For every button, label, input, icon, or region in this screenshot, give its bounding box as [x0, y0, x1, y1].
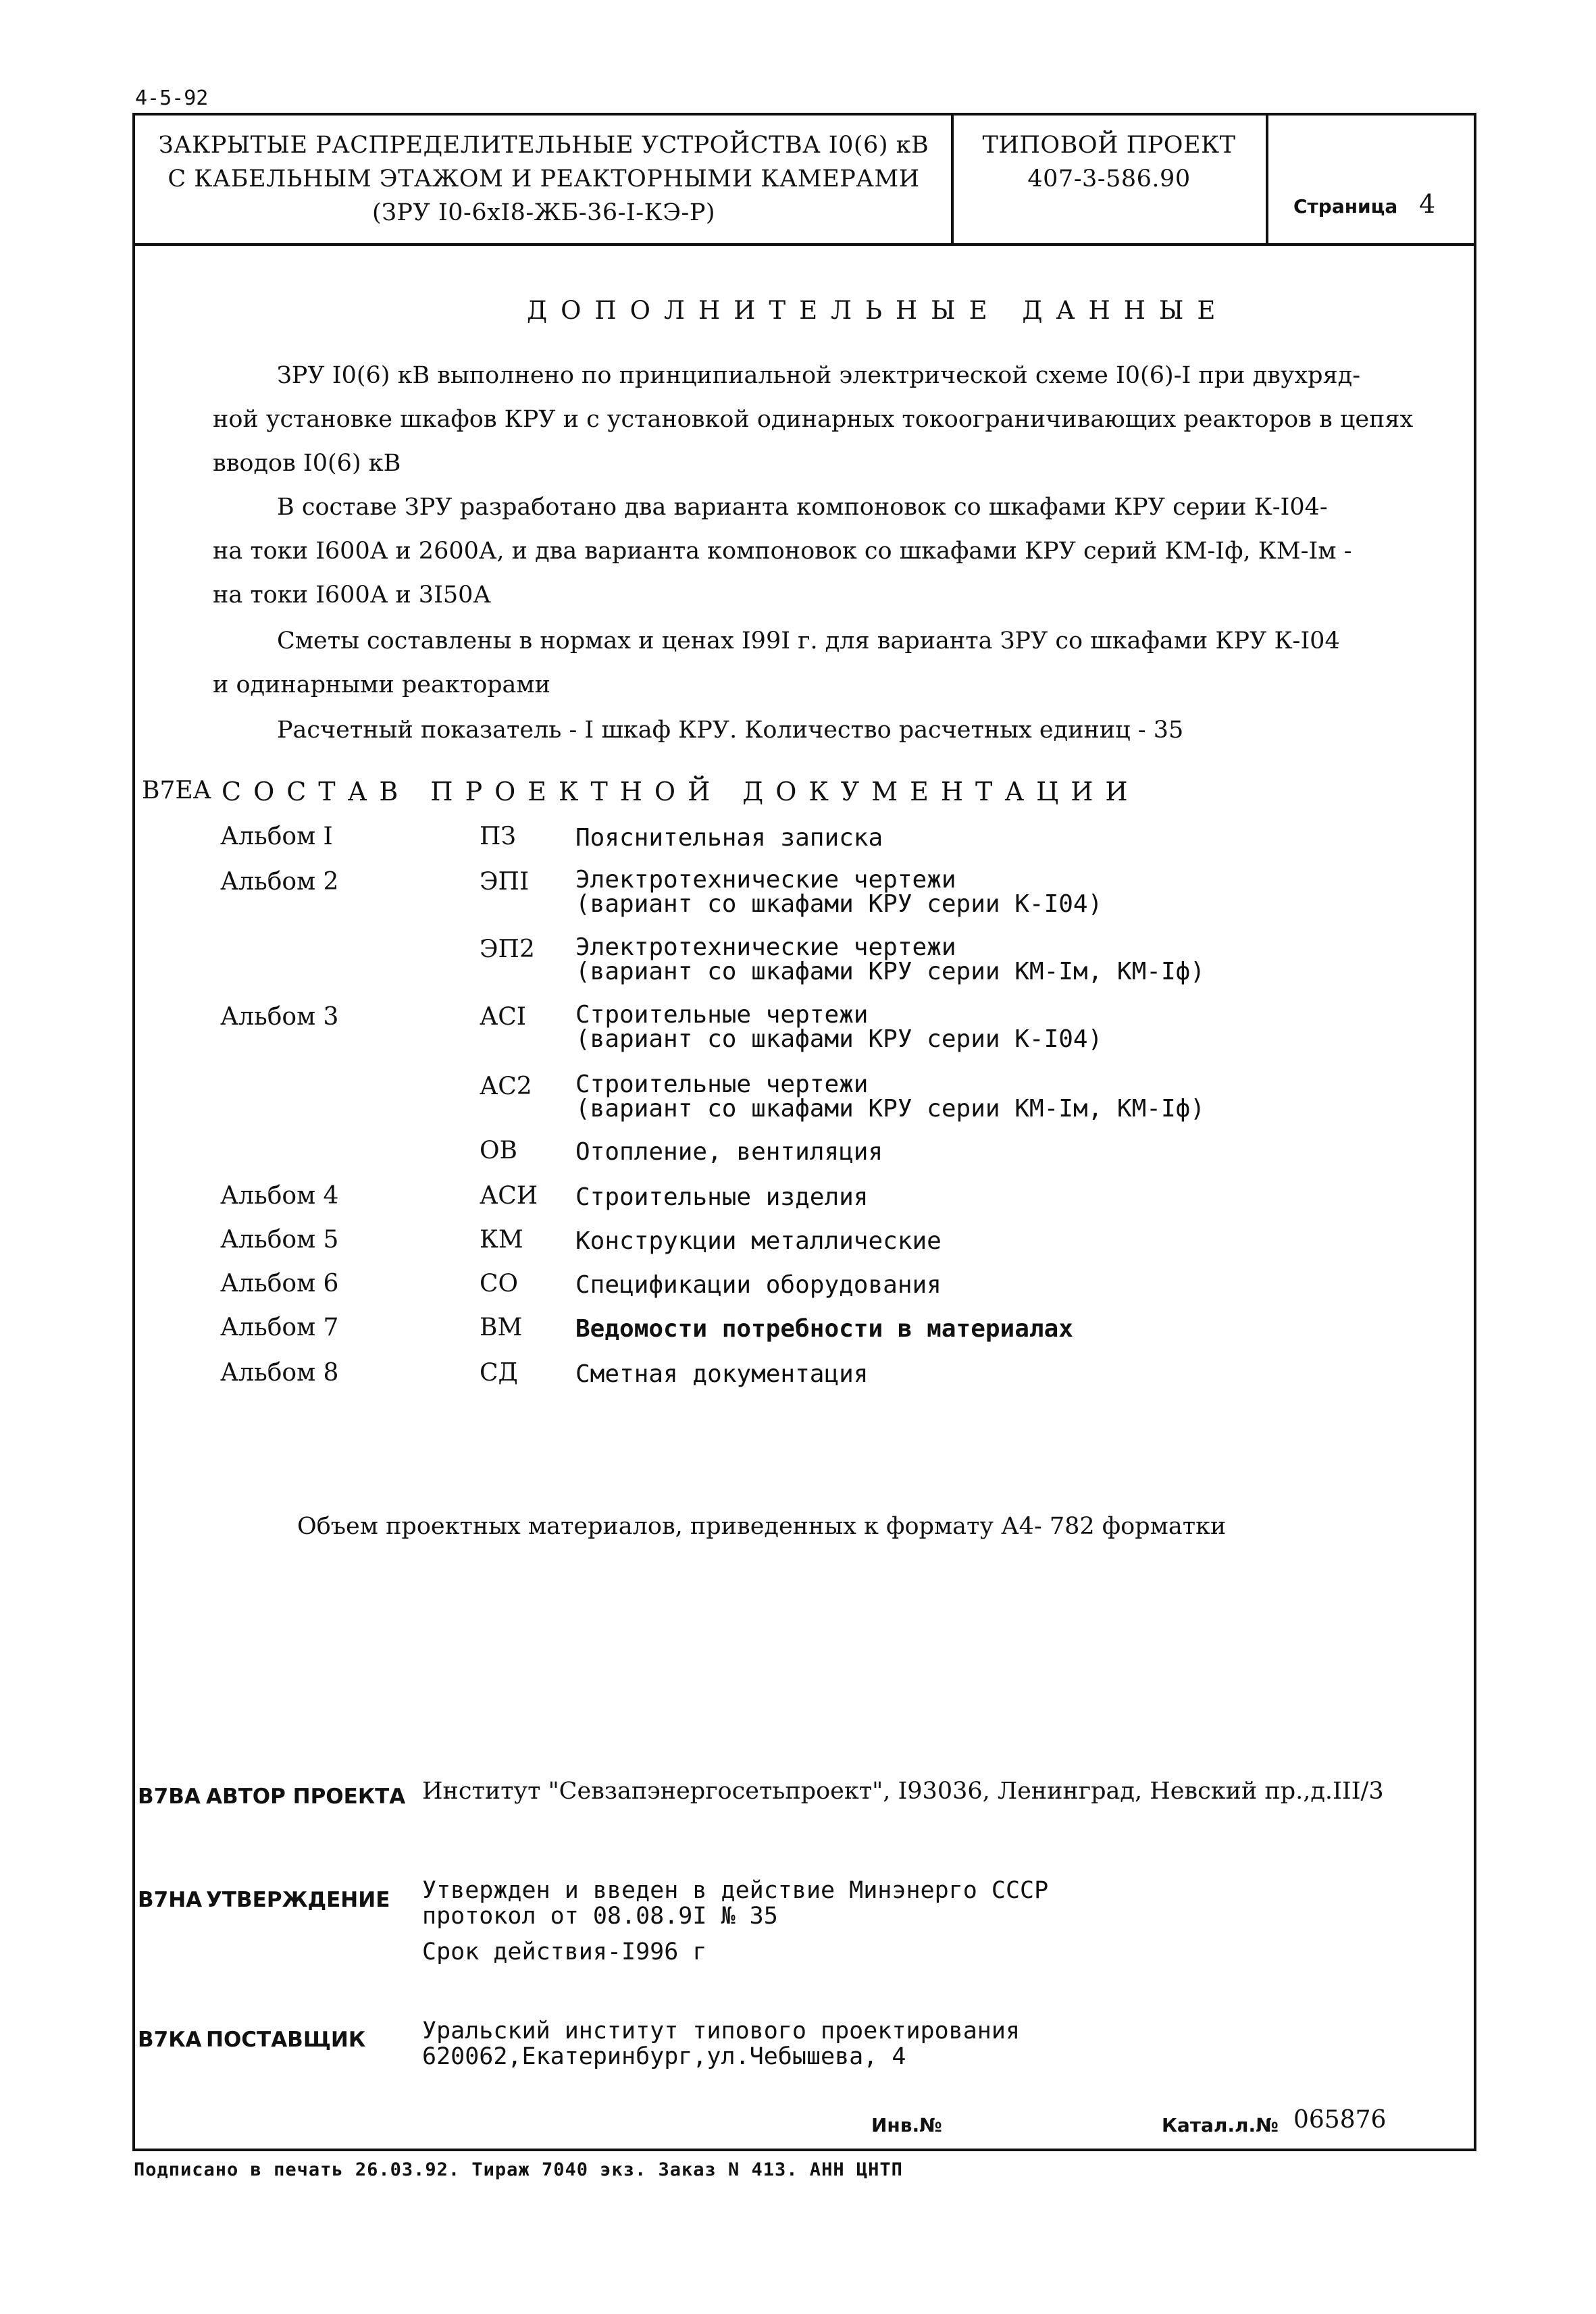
- album-desc: [575, 868, 1102, 917]
- project-number: 407-3-586.90: [1027, 165, 1191, 192]
- approval-line: Утвержден и введен в действие Минэнерго СССР: [422, 1877, 1049, 1904]
- header-divider: [132, 243, 1476, 246]
- supplier-text: [422, 2018, 1020, 2069]
- paragraph-line: вводов I0(6) кВ: [213, 450, 401, 477]
- album-label: Альбом I: [220, 823, 333, 850]
- supplier-line: 620062,Екатеринбург,ул.Чебышева, 4: [422, 2043, 906, 2070]
- title-line: (ЗРУ I0-6хI8-ЖБ-36-I-КЭ-Р): [371, 199, 716, 226]
- paragraph-line: на токи I600А и 3I50А: [213, 582, 491, 609]
- desc-line: (вариант со шкафами КРУ серии К-I04): [575, 890, 1103, 918]
- album-label: Альбом 2: [220, 868, 339, 896]
- author-text: Институт "Севзапэнергосетьпроект", I93036, Ленинград, Невский пр.,д.III/3: [422, 1778, 1384, 1805]
- approval-label: УТВЕРЖДЕНИЕ: [206, 1888, 390, 1912]
- album-mark: АСИ: [480, 1182, 538, 1210]
- header-divider-v2: [1266, 113, 1268, 245]
- album-desc: Отопление, вентиляция: [575, 1138, 883, 1166]
- page-label: Страница: [1293, 195, 1398, 217]
- album-label: Альбом 4: [220, 1182, 339, 1210]
- author-code: В7ВА: [138, 1784, 201, 1809]
- print-info: Подписано в печать 26.03.92. Тираж 7040 экз. Заказ N 413. АНН ЦНТП: [134, 2159, 903, 2180]
- approval-line: протокол от 08.08.9I № 35: [422, 1903, 778, 1930]
- project-id: [954, 128, 1264, 196]
- album-desc: Сметная документация: [575, 1360, 869, 1388]
- desc-line: Строительные чертежи: [575, 1001, 869, 1029]
- desc-line: (вариант со шкафами КРУ серии КМ-Iм, КМ-Iф): [575, 958, 1205, 985]
- inventory-label: Инв.№: [871, 2114, 942, 2136]
- album-label: Альбом 7: [220, 1314, 339, 1341]
- document-title: [142, 128, 946, 230]
- catalog-label: Катал.л.№: [1162, 2114, 1279, 2136]
- desc-line: Электротехнические чертежи: [575, 866, 956, 894]
- supplier-line: Уральский институт типового проектирования: [422, 2017, 1021, 2045]
- supplier-code: В7КА: [138, 2028, 202, 2052]
- paragraph-line: В составе ЗРУ разработано два варианта компоновок со шкафами КРУ серии К-I04-: [277, 494, 1328, 521]
- album-label: Альбом 8: [220, 1359, 339, 1387]
- album-desc: Ведомости потребности в материалах: [575, 1315, 1073, 1343]
- album-mark: ВМ: [480, 1314, 523, 1341]
- album-label: Альбом 6: [220, 1270, 339, 1297]
- paragraph-line: и одинарными реакторами: [213, 671, 550, 698]
- album-mark: ОВ: [480, 1137, 517, 1164]
- catalog-number: 065876: [1293, 2106, 1387, 2134]
- title-line: ЗАКРЫТЫЕ РАСПРЕДЕЛИТЕЛЬНЫЕ УСТРОЙСТВА I0(6) кВ: [158, 132, 929, 159]
- section-title: ДОПОЛНИТЕЛЬНЫЕ ДАННЫЕ: [527, 296, 1229, 325]
- album-mark: КМ: [480, 1226, 523, 1254]
- album-label: Альбом 3: [220, 1003, 339, 1031]
- paragraph-line: ЗРУ I0(6) кВ выполнено по принципиальной электрической схеме I0(6)-I при двухряд-: [277, 362, 1361, 389]
- album-mark: АСI: [480, 1003, 527, 1031]
- desc-line: (вариант со шкафами КРУ серии К-I04): [575, 1025, 1103, 1053]
- album-label: Альбом 5: [220, 1226, 339, 1254]
- author-label: АВТОР ПРОЕКТА: [206, 1784, 406, 1809]
- album-mark: СД: [480, 1359, 518, 1387]
- album-desc: [575, 1003, 1102, 1052]
- album-desc: Строительные изделия: [575, 1183, 869, 1211]
- album-desc: [575, 935, 1205, 984]
- album-mark: ЭПI: [480, 868, 530, 896]
- corner-code: 4-5-92: [135, 86, 209, 110]
- desc-line: Строительные чертежи: [575, 1071, 869, 1098]
- project-type: ТИПОВОЙ ПРОЕКТ: [982, 132, 1236, 159]
- album-desc: Спецификации оборудования: [575, 1271, 942, 1299]
- paragraph-line: ной установке шкафов КРУ и с установкой одинарных токоограничивающих реакторов в цепях: [213, 406, 1414, 433]
- paragraph-line: на токи I600А и 2600А, и два варианта компоновок со шкафами КРУ серий КМ-Iф, КМ-Iм -: [213, 538, 1352, 565]
- album-desc: Конструкции металлические: [575, 1227, 942, 1255]
- album-desc: [575, 1073, 1205, 1121]
- approval-code: В7НА: [138, 1888, 203, 1912]
- album-desc: Пояснительная записка: [575, 824, 883, 852]
- page-number: 4: [1418, 189, 1436, 219]
- volume-text: Объем проектных материалов, приведенных к формату А4- 782 форматки: [297, 1513, 1227, 1540]
- approval-text: [422, 1878, 1048, 1929]
- supplier-label: ПОСТАВЩИК: [206, 2028, 366, 2052]
- album-mark: СО: [480, 1270, 519, 1297]
- paragraph-line: Сметы составлены в нормах и ценах I99I г. для варианта ЗРУ со шкафами КРУ К-I04: [277, 627, 1340, 654]
- page-indicator: [1293, 189, 1435, 219]
- album-mark: ЭП2: [480, 935, 535, 963]
- paragraph-line: Расчетный показатель - I шкаф КРУ. Количество расчетных единиц - 35: [277, 717, 1184, 744]
- album-mark: АС2: [480, 1073, 532, 1100]
- title-line: С КАБЕЛЬНЫМ ЭТАЖОМ И РЕАКТОРНЫМИ КАМЕРАМИ: [168, 165, 920, 192]
- desc-line: (вариант со шкафами КРУ серии КМ-Iм, КМ-Iф): [575, 1095, 1205, 1123]
- composition-title: СОСТАВ ПРОЕКТНОЙ ДОКУМЕНТАЦИИ: [222, 777, 1140, 806]
- validity-text: Срок действия-I996 г: [422, 1938, 707, 1965]
- album-mark: ПЗ: [480, 823, 516, 850]
- composition-code: В7ЕА: [142, 777, 211, 804]
- desc-line: Электротехнические чертежи: [575, 933, 956, 961]
